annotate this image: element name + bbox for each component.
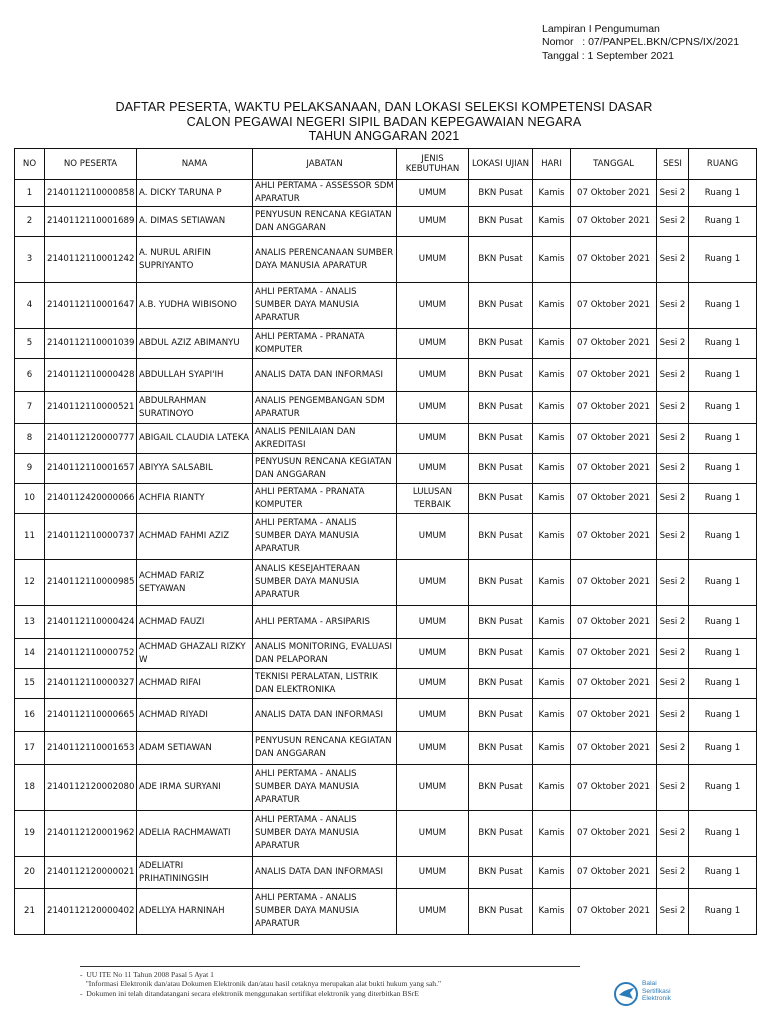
document-number: Nomor : 07/PANPEL.BKN/CPNS/IX/2021 — [542, 36, 740, 49]
cell-need-type: UMUM — [397, 424, 469, 454]
cell-date: 07 Oktober 2021 — [571, 237, 657, 283]
cell-session: Sesi 2 — [657, 454, 689, 484]
cell-position: ANALIS DATA DAN INFORMASI — [253, 857, 397, 889]
cell-exam-location: BKN Pusat — [469, 514, 533, 560]
cell-date: 07 Oktober 2021 — [571, 560, 657, 606]
cell-need-type: UMUM — [397, 857, 469, 889]
cell-exam-location: BKN Pusat — [469, 889, 533, 935]
cell-session: Sesi 2 — [657, 329, 689, 359]
cell-session: Sesi 2 — [657, 889, 689, 935]
cell-date: 07 Oktober 2021 — [571, 329, 657, 359]
cell-need-type: UMUM — [397, 560, 469, 606]
cell-no: 19 — [15, 811, 45, 857]
cell-room: Ruang 1 — [689, 454, 757, 484]
cell-no: 12 — [15, 560, 45, 606]
cell-room: Ruang 1 — [689, 484, 757, 514]
table-row — [15, 180, 757, 207]
cell-position: ANALIS MONITORING, EVALUASI DAN PELAPORAN — [253, 639, 397, 669]
cell-exam-location: BKN Pusat — [469, 699, 533, 732]
cell-need-type: UMUM — [397, 732, 469, 765]
cell-exam-location: BKN Pusat — [469, 237, 533, 283]
cell-participant-number: 2140112110000752 — [45, 639, 137, 669]
footer-line-2: "Informasi Elektronik dan/atau Dokumen Elektronik dan/atau hasil cetaknya merupakan alat bukti hukum yang sah." — [80, 979, 442, 989]
table-row — [15, 514, 757, 560]
cell-need-type: UMUM — [397, 765, 469, 811]
cell-name: ADAM SETIAWAN — [137, 732, 253, 765]
cell-participant-number: 2140112420000066 — [45, 484, 137, 514]
table-row — [15, 484, 757, 514]
bsre-text-line: Balai — [642, 980, 657, 987]
cell-session: Sesi 2 — [657, 732, 689, 765]
cell-day: Kamis — [533, 857, 571, 889]
cell-day: Kamis — [533, 514, 571, 560]
cell-room: Ruang 1 — [689, 207, 757, 237]
table-row — [15, 560, 757, 606]
cell-participant-number: 2140112110000424 — [45, 606, 137, 639]
cell-name: ACHMAD FAHMI AZIZ — [137, 514, 253, 560]
cell-room: Ruang 1 — [689, 180, 757, 207]
cell-need-type: UMUM — [397, 699, 469, 732]
cell-date: 07 Oktober 2021 — [571, 514, 657, 560]
cell-exam-location: BKN Pusat — [469, 207, 533, 237]
cell-participant-number: 2140112110001242 — [45, 237, 137, 283]
column-header: NO PESERTA — [45, 149, 137, 180]
cell-position: AHLI PERTAMA - ANALIS SUMBER DAYA MANUSIA APARATUR — [253, 889, 397, 935]
cell-no: 17 — [15, 732, 45, 765]
table-row — [15, 669, 757, 699]
table-row — [15, 765, 757, 811]
cell-room: Ruang 1 — [689, 359, 757, 392]
cell-no: 10 — [15, 484, 45, 514]
bsre-logo — [612, 980, 722, 1010]
cell-date: 07 Oktober 2021 — [571, 484, 657, 514]
cell-position: PENYUSUN RENCANA KEGIATAN DAN ANGGARAN — [253, 207, 397, 237]
cell-need-type: UMUM — [397, 514, 469, 560]
table-row — [15, 606, 757, 639]
cell-no: 3 — [15, 237, 45, 283]
cell-name: ACHMAD RIFAI — [137, 669, 253, 699]
cell-no: 7 — [15, 392, 45, 424]
cell-day: Kamis — [533, 484, 571, 514]
title-line-2: CALON PEGAWAI NEGERI SIPIL BADAN KEPEGAWAIAN NEGARA — [186, 114, 582, 129]
cell-need-type: LULUSAN TERBAIK — [397, 484, 469, 514]
cell-position: AHLI PERTAMA - ANALIS SUMBER DAYA MANUSIA APARATUR — [253, 514, 397, 560]
cell-no: 1 — [15, 180, 45, 207]
table-row — [15, 639, 757, 669]
cell-room: Ruang 1 — [689, 237, 757, 283]
cell-room: Ruang 1 — [689, 699, 757, 732]
column-header: JABATAN — [253, 149, 397, 180]
table-row — [15, 237, 757, 283]
cell-room: Ruang 1 — [689, 857, 757, 889]
cell-day: Kamis — [533, 889, 571, 935]
cell-name: A. DIMAS SETIAWAN — [137, 207, 253, 237]
cell-name: ABIGAIL CLAUDIA LATEKA — [137, 424, 253, 454]
cell-day: Kamis — [533, 207, 571, 237]
cell-room: Ruang 1 — [689, 283, 757, 329]
cell-day: Kamis — [533, 392, 571, 424]
cell-date: 07 Oktober 2021 — [571, 454, 657, 484]
cell-need-type: UMUM — [397, 889, 469, 935]
table-row — [15, 889, 757, 935]
cell-date: 07 Oktober 2021 — [571, 392, 657, 424]
cell-participant-number: 2140112110000428 — [45, 359, 137, 392]
cell-participant-number: 2140112110000737 — [45, 514, 137, 560]
cell-need-type: UMUM — [397, 180, 469, 207]
cell-exam-location: BKN Pusat — [469, 283, 533, 329]
cell-name: ABDULLAH SYAPI'IH — [137, 359, 253, 392]
table-row — [15, 857, 757, 889]
cell-name: ACHMAD FAUZI — [137, 606, 253, 639]
cell-no: 21 — [15, 889, 45, 935]
cell-room: Ruang 1 — [689, 669, 757, 699]
cell-exam-location: BKN Pusat — [469, 359, 533, 392]
cell-date: 07 Oktober 2021 — [571, 424, 657, 454]
cell-name: ACHMAD GHAZALI RIZKY W — [137, 639, 253, 669]
cell-day: Kamis — [533, 639, 571, 669]
cell-position: AHLI PERTAMA - ANALIS SUMBER DAYA MANUSIA APARATUR — [253, 811, 397, 857]
cell-participant-number: 2140112110000665 — [45, 699, 137, 732]
cell-exam-location: BKN Pusat — [469, 392, 533, 424]
cell-date: 07 Oktober 2021 — [571, 857, 657, 889]
cell-day: Kamis — [533, 283, 571, 329]
column-header: HARI — [533, 149, 571, 180]
cell-room: Ruang 1 — [689, 732, 757, 765]
footer-line-1: - UU ITE No 11 Tahun 2008 Pasal 5 Ayat 1 — [80, 970, 214, 979]
table-row — [15, 424, 757, 454]
cell-no: 8 — [15, 424, 45, 454]
title-line-1: DAFTAR PESERTA, WAKTU PELAKSANAAN, DAN LOKASI SELEKSI KOMPETENSI DASAR — [115, 100, 653, 114]
cell-exam-location: BKN Pusat — [469, 606, 533, 639]
cell-name: ABDUL AZIZ ABIMANYU — [137, 329, 253, 359]
cell-no: 9 — [15, 454, 45, 484]
cell-participant-number: 2140112110000521 — [45, 392, 137, 424]
cell-room: Ruang 1 — [689, 765, 757, 811]
table-row — [15, 359, 757, 392]
cell-need-type: UMUM — [397, 207, 469, 237]
cell-no: 5 — [15, 329, 45, 359]
cell-need-type: UMUM — [397, 606, 469, 639]
column-header: SESI — [657, 149, 689, 180]
attachment-label: Lampiran I Pengumuman — [542, 23, 660, 35]
bsre-text-line: Elektronik — [642, 995, 671, 1003]
cell-need-type: UMUM — [397, 283, 469, 329]
cell-no: 11 — [15, 514, 45, 560]
table-row — [15, 392, 757, 424]
cell-no: 13 — [15, 606, 45, 639]
cell-participant-number: 2140112110001653 — [45, 732, 137, 765]
cell-participant-number: 2140112110001039 — [45, 329, 137, 359]
cell-participant-number: 2140112120000021 — [45, 857, 137, 889]
column-header: NAMA — [137, 149, 253, 180]
legal-footer — [80, 966, 580, 998]
cell-exam-location: BKN Pusat — [469, 454, 533, 484]
cell-exam-location: BKN Pusat — [469, 329, 533, 359]
document-date: Tanggal : 1 September 2021 — [542, 49, 674, 62]
cell-exam-location: BKN Pusat — [469, 484, 533, 514]
cell-position: AHLI PERTAMA - ASSESSOR SDM APARATUR — [253, 180, 397, 207]
cell-room: Ruang 1 — [689, 889, 757, 935]
cell-session: Sesi 2 — [657, 237, 689, 283]
cell-day: Kamis — [533, 329, 571, 359]
bsre-text-line: Sertifikasi — [642, 987, 671, 995]
cell-session: Sesi 2 — [657, 180, 689, 207]
cell-need-type: UMUM — [397, 454, 469, 484]
cell-participant-number: 2140112110001647 — [45, 283, 137, 329]
cell-no: 16 — [15, 699, 45, 732]
cell-exam-location: BKN Pusat — [469, 857, 533, 889]
cell-no: 15 — [15, 669, 45, 699]
cell-room: Ruang 1 — [689, 560, 757, 606]
cell-date: 07 Oktober 2021 — [571, 180, 657, 207]
cell-position: AHLI PERTAMA - ARSIPARIS — [253, 606, 397, 639]
cell-participant-number: 2140112110001689 — [45, 207, 137, 237]
cell-room: Ruang 1 — [689, 514, 757, 560]
cell-session: Sesi 2 — [657, 811, 689, 857]
column-header: NO — [15, 149, 45, 180]
cell-room: Ruang 1 — [689, 424, 757, 454]
column-header: RUANG — [689, 149, 757, 180]
cell-participant-number: 2140112120001962 — [45, 811, 137, 857]
cell-day: Kamis — [533, 765, 571, 811]
cell-session: Sesi 2 — [657, 606, 689, 639]
cell-need-type: UMUM — [397, 811, 469, 857]
cell-need-type: UMUM — [397, 392, 469, 424]
cell-participant-number: 2140112120000402 — [45, 889, 137, 935]
cell-date: 07 Oktober 2021 — [571, 669, 657, 699]
cell-no: 20 — [15, 857, 45, 889]
table-row — [15, 699, 757, 732]
cell-session: Sesi 2 — [657, 283, 689, 329]
cell-date: 07 Oktober 2021 — [571, 207, 657, 237]
cell-date: 07 Oktober 2021 — [571, 765, 657, 811]
cell-exam-location: BKN Pusat — [469, 765, 533, 811]
cell-position: ANALIS PENGEMBANGAN SDM APARATUR — [253, 392, 397, 424]
bsre-logo-text — [642, 980, 671, 1003]
bsre-logo-icon — [612, 980, 640, 1008]
cell-day: Kamis — [533, 811, 571, 857]
document-title — [0, 100, 768, 144]
cell-day: Kamis — [533, 454, 571, 484]
cell-day: Kamis — [533, 732, 571, 765]
cell-participant-number: 2140112110001657 — [45, 454, 137, 484]
cell-day: Kamis — [533, 424, 571, 454]
cell-position: AHLI PERTAMA - PRANATA KOMPUTER — [253, 484, 397, 514]
cell-date: 07 Oktober 2021 — [571, 811, 657, 857]
cell-name: ADELLYA HARNINAH — [137, 889, 253, 935]
cell-position: TEKNISI PERALATAN, LISTRIK DAN ELEKTRONIKA — [253, 669, 397, 699]
announcement-meta — [542, 23, 739, 63]
cell-exam-location: BKN Pusat — [469, 639, 533, 669]
cell-participant-number: 2140112110000858 — [45, 180, 137, 207]
cell-room: Ruang 1 — [689, 811, 757, 857]
cell-session: Sesi 2 — [657, 207, 689, 237]
cell-exam-location: BKN Pusat — [469, 669, 533, 699]
cell-session: Sesi 2 — [657, 639, 689, 669]
column-header: TANGGAL — [571, 149, 657, 180]
cell-date: 07 Oktober 2021 — [571, 889, 657, 935]
cell-exam-location: BKN Pusat — [469, 560, 533, 606]
cell-day: Kamis — [533, 237, 571, 283]
cell-need-type: UMUM — [397, 237, 469, 283]
cell-name: ACHFIA RIANTY — [137, 484, 253, 514]
cell-session: Sesi 2 — [657, 484, 689, 514]
cell-participant-number: 2140112110000985 — [45, 560, 137, 606]
cell-no: 4 — [15, 283, 45, 329]
cell-position: ANALIS PENILAIAN DAN AKREDITASI — [253, 424, 397, 454]
cell-exam-location: BKN Pusat — [469, 180, 533, 207]
cell-session: Sesi 2 — [657, 392, 689, 424]
cell-session: Sesi 2 — [657, 424, 689, 454]
cell-room: Ruang 1 — [689, 329, 757, 359]
cell-date: 07 Oktober 2021 — [571, 699, 657, 732]
cell-session: Sesi 2 — [657, 857, 689, 889]
cell-session: Sesi 2 — [657, 669, 689, 699]
cell-no: 18 — [15, 765, 45, 811]
cell-position: ANALIS DATA DAN INFORMASI — [253, 699, 397, 732]
cell-position: PENYUSUN RENCANA KEGIATAN DAN ANGGARAN — [253, 454, 397, 484]
cell-session: Sesi 2 — [657, 699, 689, 732]
cell-position: AHLI PERTAMA - PRANATA KOMPUTER — [253, 329, 397, 359]
cell-date: 07 Oktober 2021 — [571, 606, 657, 639]
cell-day: Kamis — [533, 359, 571, 392]
cell-need-type: UMUM — [397, 329, 469, 359]
cell-position: PENYUSUN RENCANA KEGIATAN DAN ANGGARAN — [253, 732, 397, 765]
cell-name: ABDULRAHMAN SURATINOYO — [137, 392, 253, 424]
cell-name: ADELIA RACHMAWATI — [137, 811, 253, 857]
cell-position: AHLI PERTAMA - ANALIS SUMBER DAYA MANUSIA APARATUR — [253, 765, 397, 811]
cell-need-type: UMUM — [397, 359, 469, 392]
cell-position: ANALIS PERENCANAAN SUMBER DAYA MANUSIA APARATUR — [253, 237, 397, 283]
cell-name: ADE IRMA SURYANI — [137, 765, 253, 811]
cell-day: Kamis — [533, 560, 571, 606]
table-row — [15, 283, 757, 329]
cell-room: Ruang 1 — [689, 639, 757, 669]
cell-position: ANALIS KESEJAHTERAAN SUMBER DAYA MANUSIA APARATUR — [253, 560, 397, 606]
cell-day: Kamis — [533, 180, 571, 207]
cell-exam-location: BKN Pusat — [469, 732, 533, 765]
cell-session: Sesi 2 — [657, 359, 689, 392]
cell-day: Kamis — [533, 606, 571, 639]
table-header-row — [15, 149, 757, 180]
cell-date: 07 Oktober 2021 — [571, 639, 657, 669]
cell-name: A.B. YUDHA WIBISONO — [137, 283, 253, 329]
cell-day: Kamis — [533, 699, 571, 732]
cell-name: ADELIATRI PRIHATININGSIH — [137, 857, 253, 889]
table-row — [15, 732, 757, 765]
cell-name: A. DICKY TARUNA P — [137, 180, 253, 207]
cell-room: Ruang 1 — [689, 606, 757, 639]
cell-participant-number: 2140112120002080 — [45, 765, 137, 811]
table-row — [15, 207, 757, 237]
cell-position: AHLI PERTAMA - ANALIS SUMBER DAYA MANUSIA APARATUR — [253, 283, 397, 329]
participant-table — [14, 148, 757, 935]
cell-name: ACHMAD FARIZ SETYAWAN — [137, 560, 253, 606]
cell-no: 6 — [15, 359, 45, 392]
cell-need-type: UMUM — [397, 639, 469, 669]
cell-exam-location: BKN Pusat — [469, 811, 533, 857]
cell-session: Sesi 2 — [657, 514, 689, 560]
cell-date: 07 Oktober 2021 — [571, 283, 657, 329]
cell-session: Sesi 2 — [657, 765, 689, 811]
column-header: JENIS KEBUTUHAN — [397, 149, 469, 180]
cell-date: 07 Oktober 2021 — [571, 732, 657, 765]
cell-name: ACHMAD RIYADI — [137, 699, 253, 732]
table-row — [15, 454, 757, 484]
cell-no: 14 — [15, 639, 45, 669]
title-line-3: TAHUN ANGGARAN 2021 — [308, 129, 460, 144]
table-row — [15, 329, 757, 359]
cell-participant-number: 2140112120000777 — [45, 424, 137, 454]
cell-position: ANALIS DATA DAN INFORMASI — [253, 359, 397, 392]
cell-need-type: UMUM — [397, 669, 469, 699]
cell-day: Kamis — [533, 669, 571, 699]
cell-room: Ruang 1 — [689, 392, 757, 424]
table-row — [15, 811, 757, 857]
column-header: LOKASI UJIAN — [469, 149, 533, 180]
cell-exam-location: BKN Pusat — [469, 424, 533, 454]
cell-name: ABIYYA SALSABIL — [137, 454, 253, 484]
cell-date: 07 Oktober 2021 — [571, 359, 657, 392]
cell-participant-number: 2140112110000327 — [45, 669, 137, 699]
footer-line-3: - Dokumen ini telah ditandatangani secara elektronik menggunakan sertifikat elektronik yang diterbitkan BSrE — [80, 988, 419, 998]
cell-no: 2 — [15, 207, 45, 237]
cell-session: Sesi 2 — [657, 560, 689, 606]
table-body — [15, 180, 757, 935]
cell-name: A. NURUL ARIFIN SUPRIYANTO — [137, 237, 253, 283]
